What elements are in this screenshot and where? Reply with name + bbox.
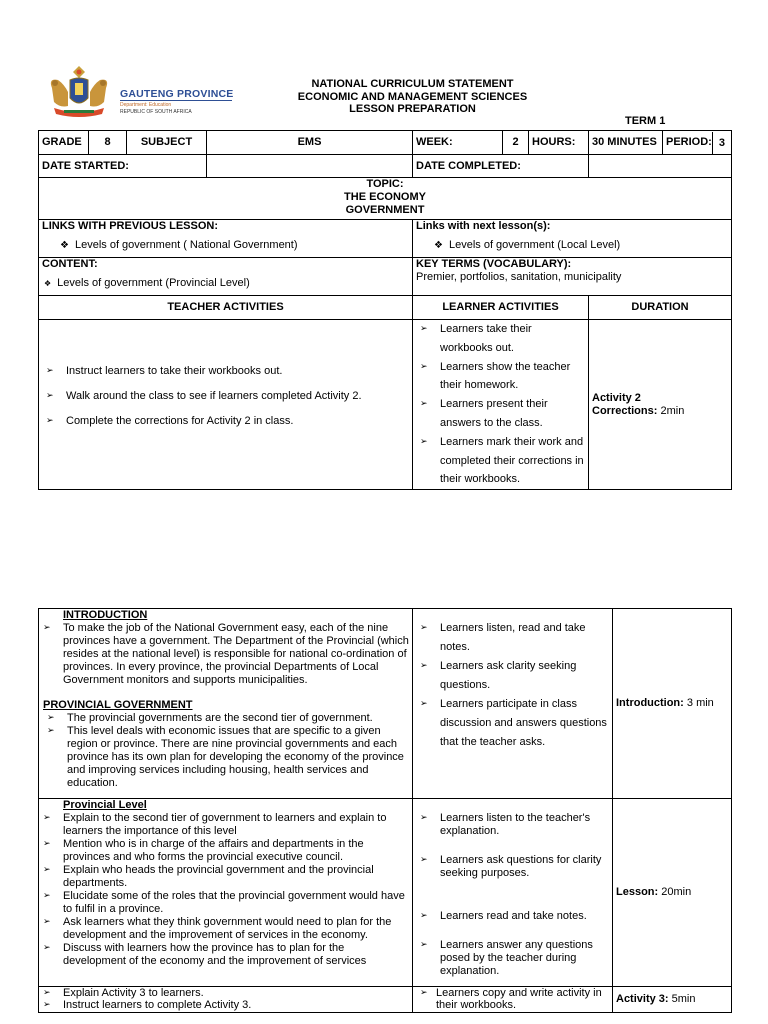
list-item: ➢ Learners mark their work and completed their corrections in their workbooks. — [420, 433, 585, 489]
list-item: ➢ Mention who is in charge of the affairs and departments in the provinces and who forms the provincial executive council. — [43, 838, 409, 864]
lesson-teacher-cell — [39, 799, 413, 987]
list-item: ➢ Walk around the class to see if learners completed Activity 2. — [46, 390, 409, 403]
intro-duration-cell — [613, 609, 732, 799]
key-terms-label: KEY TERMS (VOCABULARY): — [416, 258, 572, 270]
intro-teacher-cell — [39, 609, 413, 799]
date-completed-label: DATE COMPLETED: — [413, 155, 589, 178]
subject-value: EMS — [207, 131, 413, 155]
duration-corrections-label: Corrections: — [592, 404, 658, 417]
header-line-3: LESSON PREPARATION — [349, 103, 476, 115]
list-item: ➢ Learners listen to the teacher's explanation. — [420, 812, 609, 838]
intro-duration-value: 3 min — [686, 697, 714, 709]
list-item: ➢ Instruct learners to take their workbooks out. — [46, 365, 409, 378]
intro-list — [43, 622, 409, 687]
links-next-label: Links with next lesson(s): — [416, 220, 551, 232]
links-next-item: ❖ Levels of government (Local Level) — [434, 239, 621, 251]
list-item: ➢ Ask learners what they think government would need to plan for the development and the improvement of services in the economy. — [43, 916, 409, 942]
grade-value: 8 — [89, 131, 127, 155]
diamond-bullet-icon: ❖ — [44, 279, 52, 288]
list-item: ➢ Elucidate some of the roles that the provincial government would have to fulfil in a province. — [43, 890, 409, 916]
activity3-learner-list — [416, 987, 609, 1011]
provincial-level-heading: Provincial Level — [63, 799, 147, 811]
block1-duration-cell — [589, 320, 732, 490]
hours-value: 30 MINUTES — [589, 131, 663, 155]
list-item: ➢ This level deals with economic issues that are specific to a given region or province. There are nine provincial governments and each province has its own plan for developing the economy of the province and improving services including housing, health services and education. — [47, 725, 409, 790]
topic-cell — [39, 178, 732, 220]
lesson-teacher-list — [43, 812, 409, 968]
period-value: 3 — [712, 132, 731, 154]
lesson-header-table — [38, 130, 732, 490]
list-item: ➢ The provincial governments are the second tier of government. — [47, 712, 409, 725]
block1-learner-list — [416, 320, 585, 489]
list-item: ➢ To make the job of the National Government easy, each of the nine provinces have a government. The Department of the Provincial (which resides at the national level) is responsible for national co-ordination of provinces. In every province, the provincial Departments of Local Government monitors and supports municipalities. — [43, 622, 409, 687]
content-label: CONTENT: — [42, 258, 98, 270]
activity3-teacher-cell — [39, 987, 413, 1013]
links-previous-cell — [39, 220, 413, 258]
list-item: ➢ Explain to the second tier of government to learners and explain to learners the importance of this level — [43, 812, 409, 838]
activity3-duration-value: 5min — [671, 993, 696, 1005]
teacher-activities-header: TEACHER ACTIVITIES — [39, 296, 413, 320]
lesson-learner-list — [416, 812, 609, 978]
content-item: ❖ Levels of government (Provincial Level) — [44, 277, 250, 289]
list-item: ➢ Learners read and take notes. — [420, 910, 609, 923]
key-terms-value: Premier, portfolios, sanitation, municipality — [416, 271, 622, 283]
list-item: ➢ Learners ask questions for clarity seeking purposes. — [420, 854, 609, 880]
date-started-value — [207, 155, 413, 178]
topic-line-1: THE ECONOMY — [344, 191, 426, 203]
period-label: PERIOD: — [666, 136, 712, 148]
lesson-body-table — [38, 608, 732, 1013]
logo-republic: REPUBLIC OF SOUTH AFRICA — [120, 109, 192, 115]
activity3-duration-cell — [613, 987, 732, 1013]
lesson-learner-cell — [413, 799, 613, 987]
activity3-duration-label: Activity 3: — [616, 993, 669, 1005]
provincial-government-heading: PROVINCIAL GOVERNMENT — [43, 699, 193, 711]
duration-header: DURATION — [589, 296, 732, 320]
block1-teacher-list — [42, 365, 409, 428]
diamond-bullet-icon: ❖ — [434, 240, 443, 251]
list-item: ➢ Learners listen, read and take notes. — [420, 619, 609, 657]
logo-province-name: GAUTENG PROVINCE — [120, 88, 234, 100]
learner-activities-header: LEARNER ACTIVITIES — [413, 296, 589, 320]
list-item: ➢ Learners answer any questions posed by the teacher during explanation. — [420, 939, 609, 978]
subject-label: SUBJECT — [127, 131, 207, 155]
logo-divider — [120, 100, 232, 101]
period-cell — [663, 131, 732, 155]
links-previous-item: ❖ Levels of government ( National Government) — [60, 239, 298, 251]
logo-department: Department: Education — [120, 102, 172, 108]
coat-of-arms-icon — [40, 62, 118, 122]
list-item: ➢ Explain Activity 3 to learners. — [43, 987, 409, 999]
list-item: ➢ Learners ask clarity seeking questions. — [420, 657, 609, 695]
duration-corrections-value: 2min — [660, 404, 685, 417]
provincial-government-list — [43, 712, 409, 790]
grade-label: GRADE — [39, 131, 89, 155]
list-item: ➢ Explain who heads the provincial government and the provincial departments. — [43, 864, 409, 890]
list-item: ➢ Discuss with learners how the province has to plan for the development of the economy and the improvement of services — [43, 942, 409, 968]
term-label: TERM 1 — [625, 115, 666, 127]
list-item: ➢ Learners take their workbooks out. — [420, 320, 585, 358]
intro-learner-cell — [413, 609, 613, 799]
header-line-1: NATIONAL CURRICULUM STATEMENT — [311, 78, 514, 90]
gauteng-logo — [40, 62, 240, 122]
activity3-teacher-list — [43, 987, 409, 1011]
list-item: ➢ Learners present their answers to the class. — [420, 395, 585, 433]
lesson-duration-cell — [613, 799, 732, 987]
date-completed-value — [589, 155, 732, 178]
links-previous-label: LINKS WITH PREVIOUS LESSON: — [42, 220, 219, 232]
content-cell — [39, 258, 413, 296]
date-started-label: DATE STARTED: — [39, 155, 207, 178]
list-item: ➢ Learners participate in class discussion and answers questions that the teacher asks. — [420, 695, 609, 752]
intro-learner-list — [416, 619, 609, 752]
hours-label: HOURS: — [529, 131, 589, 155]
lesson-duration-label: Lesson: — [616, 886, 659, 898]
topic-line-2: GOVERNMENT — [345, 204, 425, 216]
key-terms-cell — [413, 258, 732, 296]
duration-activity-label: Activity 2 — [592, 391, 641, 404]
diamond-bullet-icon: ❖ — [60, 240, 69, 251]
week-value: 2 — [503, 131, 529, 155]
intro-heading: INTRODUCTION — [63, 609, 148, 621]
activity3-learner-cell — [413, 987, 613, 1013]
list-item: ➢ Complete the corrections for Activity 2 in class. — [46, 415, 409, 428]
block1-learner-cell — [413, 320, 589, 490]
lesson-duration-value: 20min — [661, 886, 692, 898]
topic-label: TOPIC: — [366, 178, 404, 190]
links-next-cell — [413, 220, 732, 258]
block1-teacher-cell — [39, 320, 413, 490]
list-item: ➢ Instruct learners to complete Activity 3. — [43, 999, 409, 1011]
list-item: ➢ Learners copy and write activity in their workbooks. — [420, 987, 609, 1011]
week-label: WEEK: — [413, 131, 503, 155]
header-line-2: ECONOMIC AND MANAGEMENT SCIENCES — [297, 91, 528, 103]
intro-duration-label: Introduction: — [616, 697, 684, 709]
list-item: ➢ Learners show the teacher their homework. — [420, 358, 585, 396]
